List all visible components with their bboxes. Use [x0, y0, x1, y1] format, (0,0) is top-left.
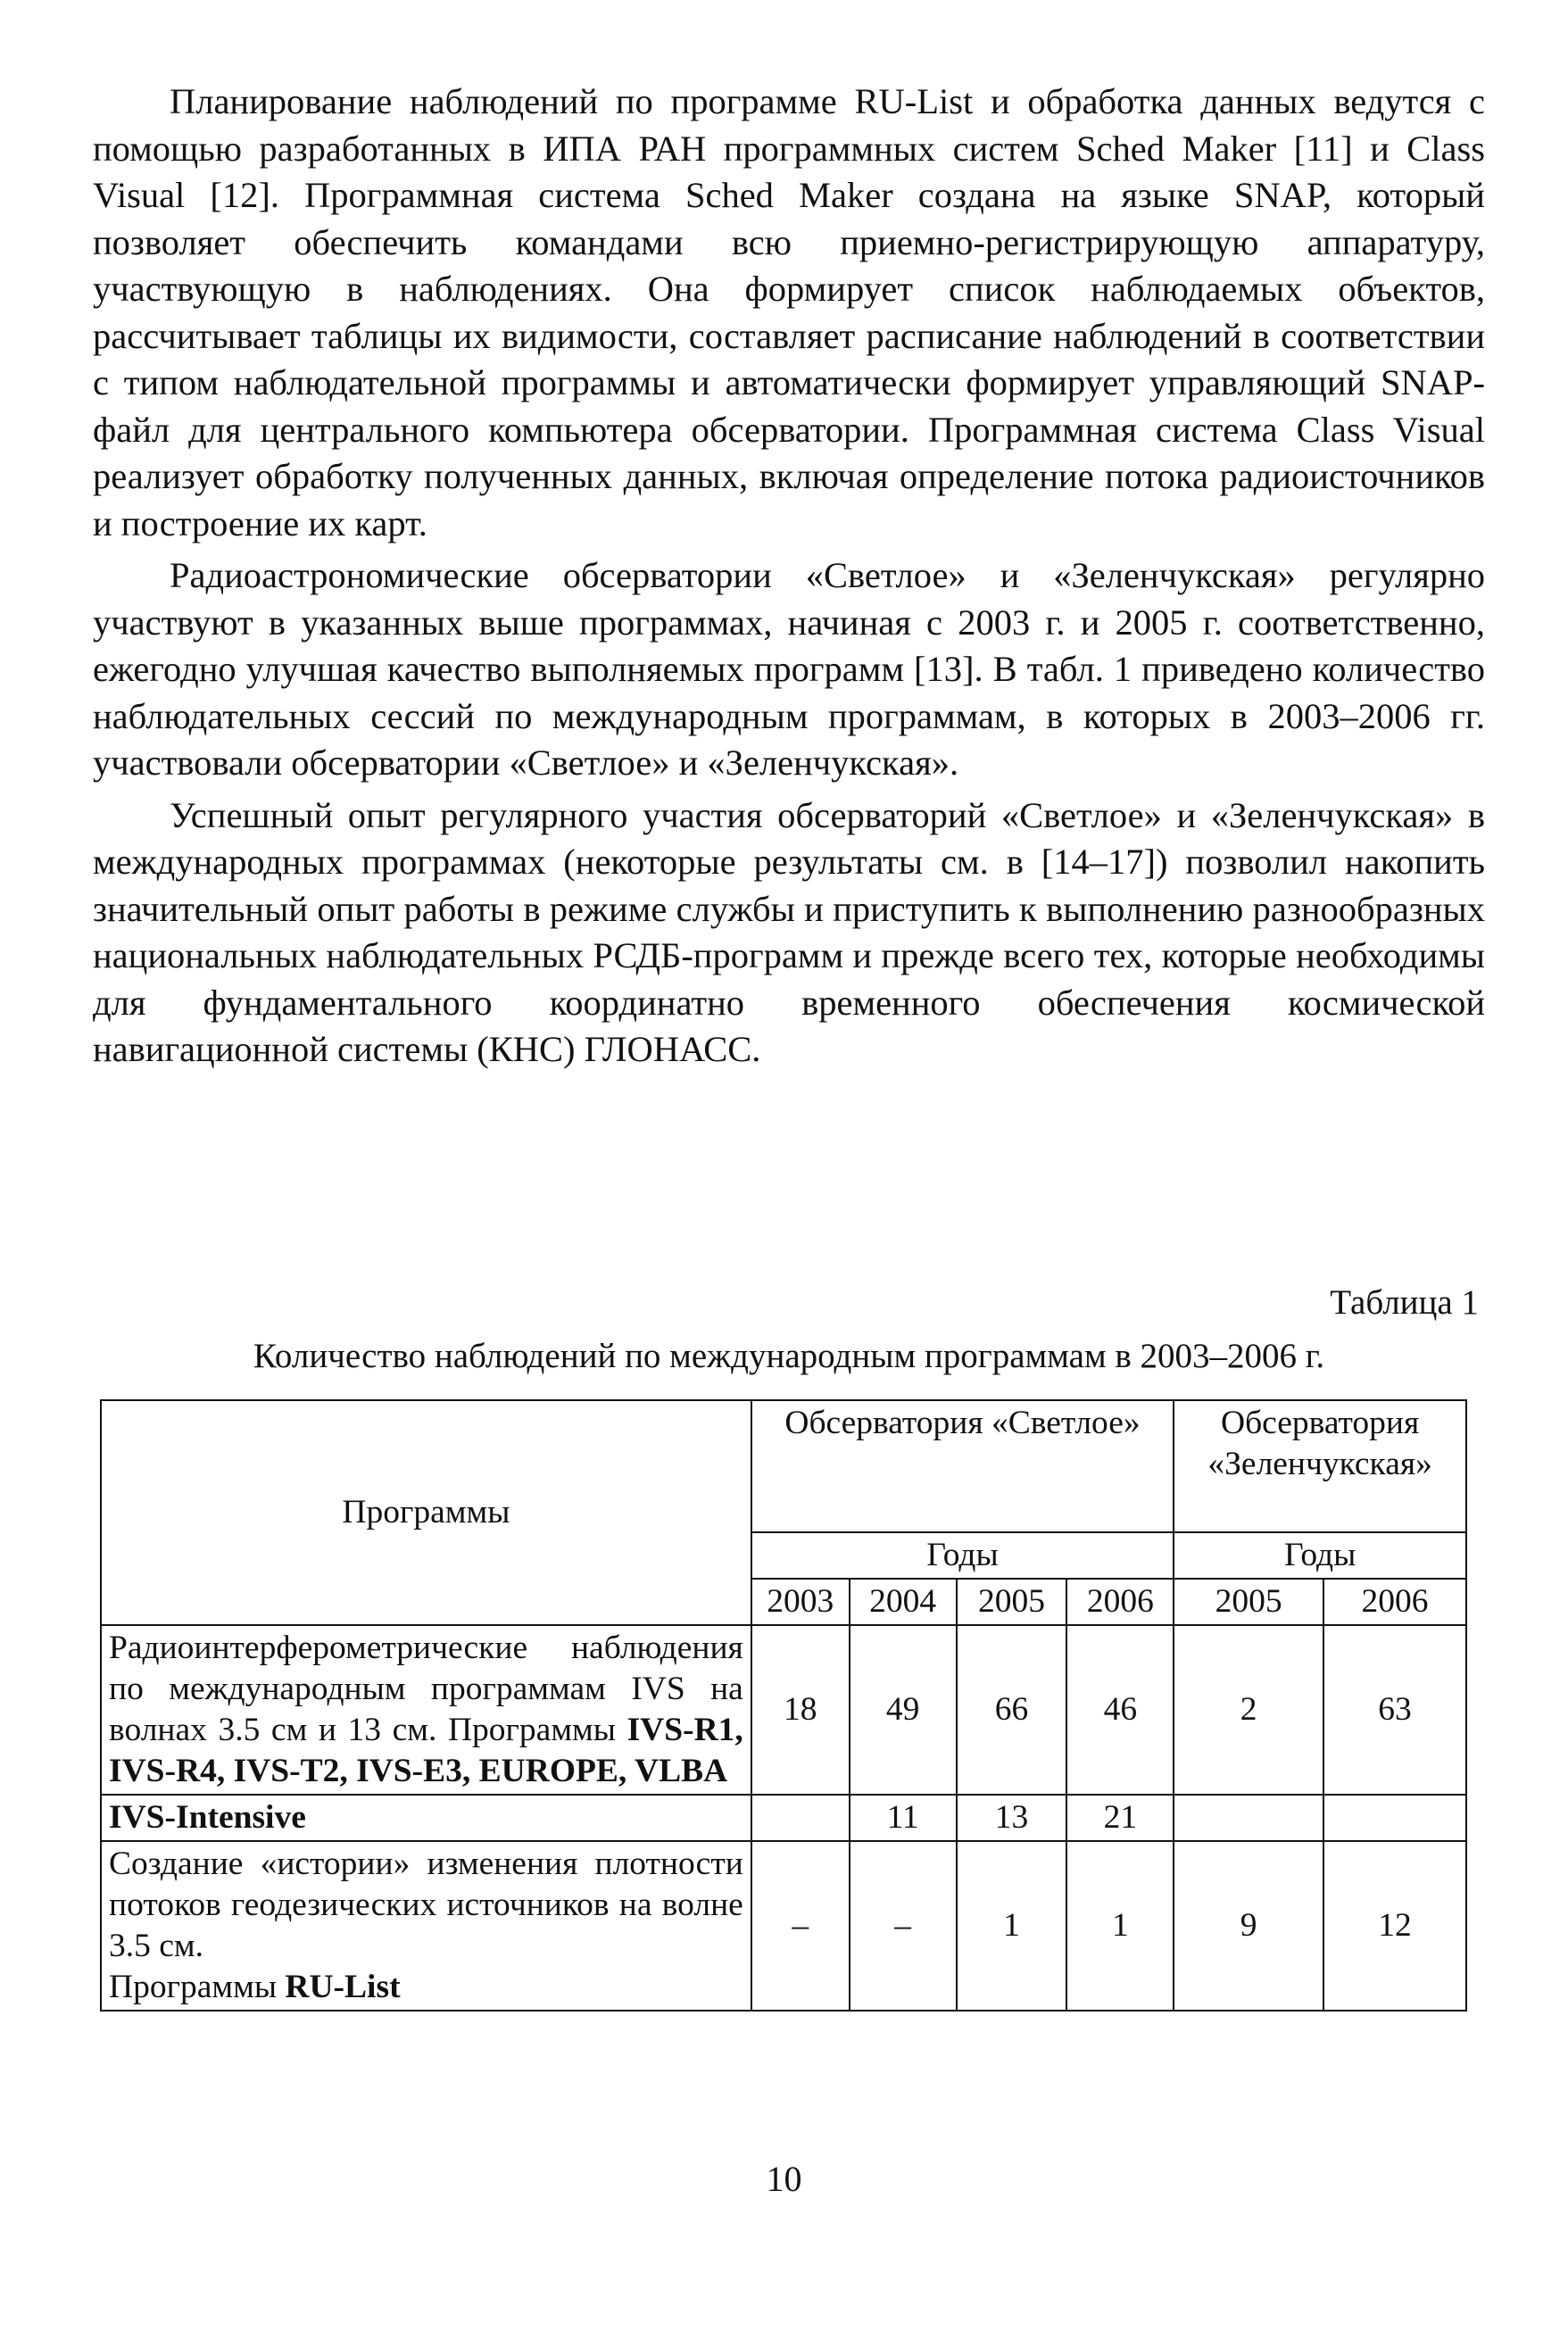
year-col: 2006	[1323, 1579, 1466, 1625]
program-cell	[101, 1625, 751, 1795]
value-cell: 49	[850, 1625, 957, 1795]
value-cell: 13	[957, 1795, 1067, 1841]
value-cell: 11	[850, 1795, 957, 1841]
observations-table	[100, 1399, 1467, 2012]
header-programs: Программы	[101, 1400, 751, 1625]
program-cell	[101, 1795, 751, 1841]
value-cell	[1174, 1795, 1323, 1841]
value-cell: –	[850, 1841, 957, 2011]
value-cell: 2	[1174, 1625, 1323, 1795]
table-row	[101, 1625, 1466, 1795]
header-years-zelenchukskaya: Годы	[1174, 1532, 1466, 1579]
value-cell: 21	[1066, 1795, 1174, 1841]
program-prefix: Программы	[109, 1969, 286, 2005]
value-cell: 1	[957, 1841, 1067, 2011]
program-names: RU-List	[285, 1969, 401, 2005]
header-obs2-line1: Обсерватория	[1220, 1405, 1420, 1441]
year-col: 2005	[1174, 1579, 1323, 1625]
program-names: IVS-Intensive	[109, 1799, 306, 1836]
header-observatory-zelenchukskaya	[1174, 1400, 1466, 1532]
value-cell	[1323, 1795, 1466, 1841]
value-cell: 18	[751, 1625, 850, 1795]
paragraph-1: Планирование наблюдений по программе RU-List и обработка данных ведутся с помощью разработанных в ИПА РАН программных систем Sched Maker [11] и Class Visual [12]. Программная система Sched Maker создана на языке SNAP, который позволяет обеспечить командами всю приемно-регистрирующую аппаратуру, участвующую в наблюдениях. Она формирует список наблюдаемых объектов, рассчитывает таблицы их видимости, составляет расписание наблюдений в соответствии с типом наблюдательной программы и автоматически формирует управляющий SNAP-файл для центрального компьютера обсерватории. Программная система Class Visual реализует обработку полученных данных, включая определение потока радиоисточников и построение их карт.	[93, 81, 1485, 543]
program-description: Создание «истории» изменения плотности потоков геодезических источников на волне 3.5 см.	[109, 1846, 743, 1964]
value-cell: 1	[1066, 1841, 1174, 2011]
year-col: 2005	[957, 1579, 1067, 1625]
page-number: 10	[766, 2159, 802, 2199]
table-row	[101, 1795, 1466, 1841]
paragraph-2: Радиоастрономические обсерватории «Светлое» и «Зеленчукская» регулярно участвуют в указанных выше программах, начиная с 2003 г. и 2005 г. соответственно, ежегодно улучшая качество выполняемых программ [13]. В табл. 1 приведено количество наблюдательных сессий по международным программам, в которых в 2003–2006 гг. участвовали обсерватории «Светлое» и «Зеленчукская».	[93, 555, 1485, 783]
year-col: 2006	[1066, 1579, 1174, 1625]
table-caption: Количество наблюдений по международным программам в 2003–2006 г.	[253, 1337, 1325, 1375]
program-description: Радиоинтерферометрические наблюдения по международным программам IVS на волнах 3.5 см и 13 см.	[109, 1630, 743, 1748]
body-text	[93, 79, 1485, 1079]
value-cell: 46	[1066, 1625, 1174, 1795]
value-cell: –	[751, 1841, 850, 2011]
value-cell: 12	[1323, 1841, 1466, 2011]
year-col: 2003	[751, 1579, 850, 1625]
header-observatory-svetloe: Обсерватория «Светлое»	[751, 1400, 1174, 1532]
year-col: 2004	[850, 1579, 957, 1625]
table-header-row	[101, 1400, 1466, 1532]
header-obs2-line2: «Зеленчукская»	[1207, 1446, 1432, 1482]
header-years-svetloe: Годы	[751, 1532, 1174, 1579]
program-cell	[101, 1841, 751, 2011]
value-cell: 9	[1174, 1841, 1323, 2011]
paragraph-3: Успешный опыт регулярного участия обсерваторий «Светлое» и «Зеленчукская» в международных программах (некоторые результаты см. в [14–17]) позволил накопить значительный опыт работы в режиме службы и приступить к выполнению разнообразных национальных наблюдательных РСДБ-программ и прежде всего тех, которые необходимы для фундаментального координатно временного обеспечения космической навигационной системы (КНС) ГЛОНАСС.	[93, 794, 1485, 1069]
value-cell	[751, 1795, 850, 1841]
program-prefix: Программы	[447, 1712, 627, 1748]
value-cell: 63	[1323, 1625, 1466, 1795]
value-cell: 66	[957, 1625, 1067, 1795]
table-row	[101, 1841, 1466, 2011]
program-names: IVS-R1, IVS-R4, IVS-T2, IVS-E3, EUROPE, VLBA	[109, 1712, 743, 1789]
table-label: Таблица 1	[1330, 1283, 1479, 1322]
